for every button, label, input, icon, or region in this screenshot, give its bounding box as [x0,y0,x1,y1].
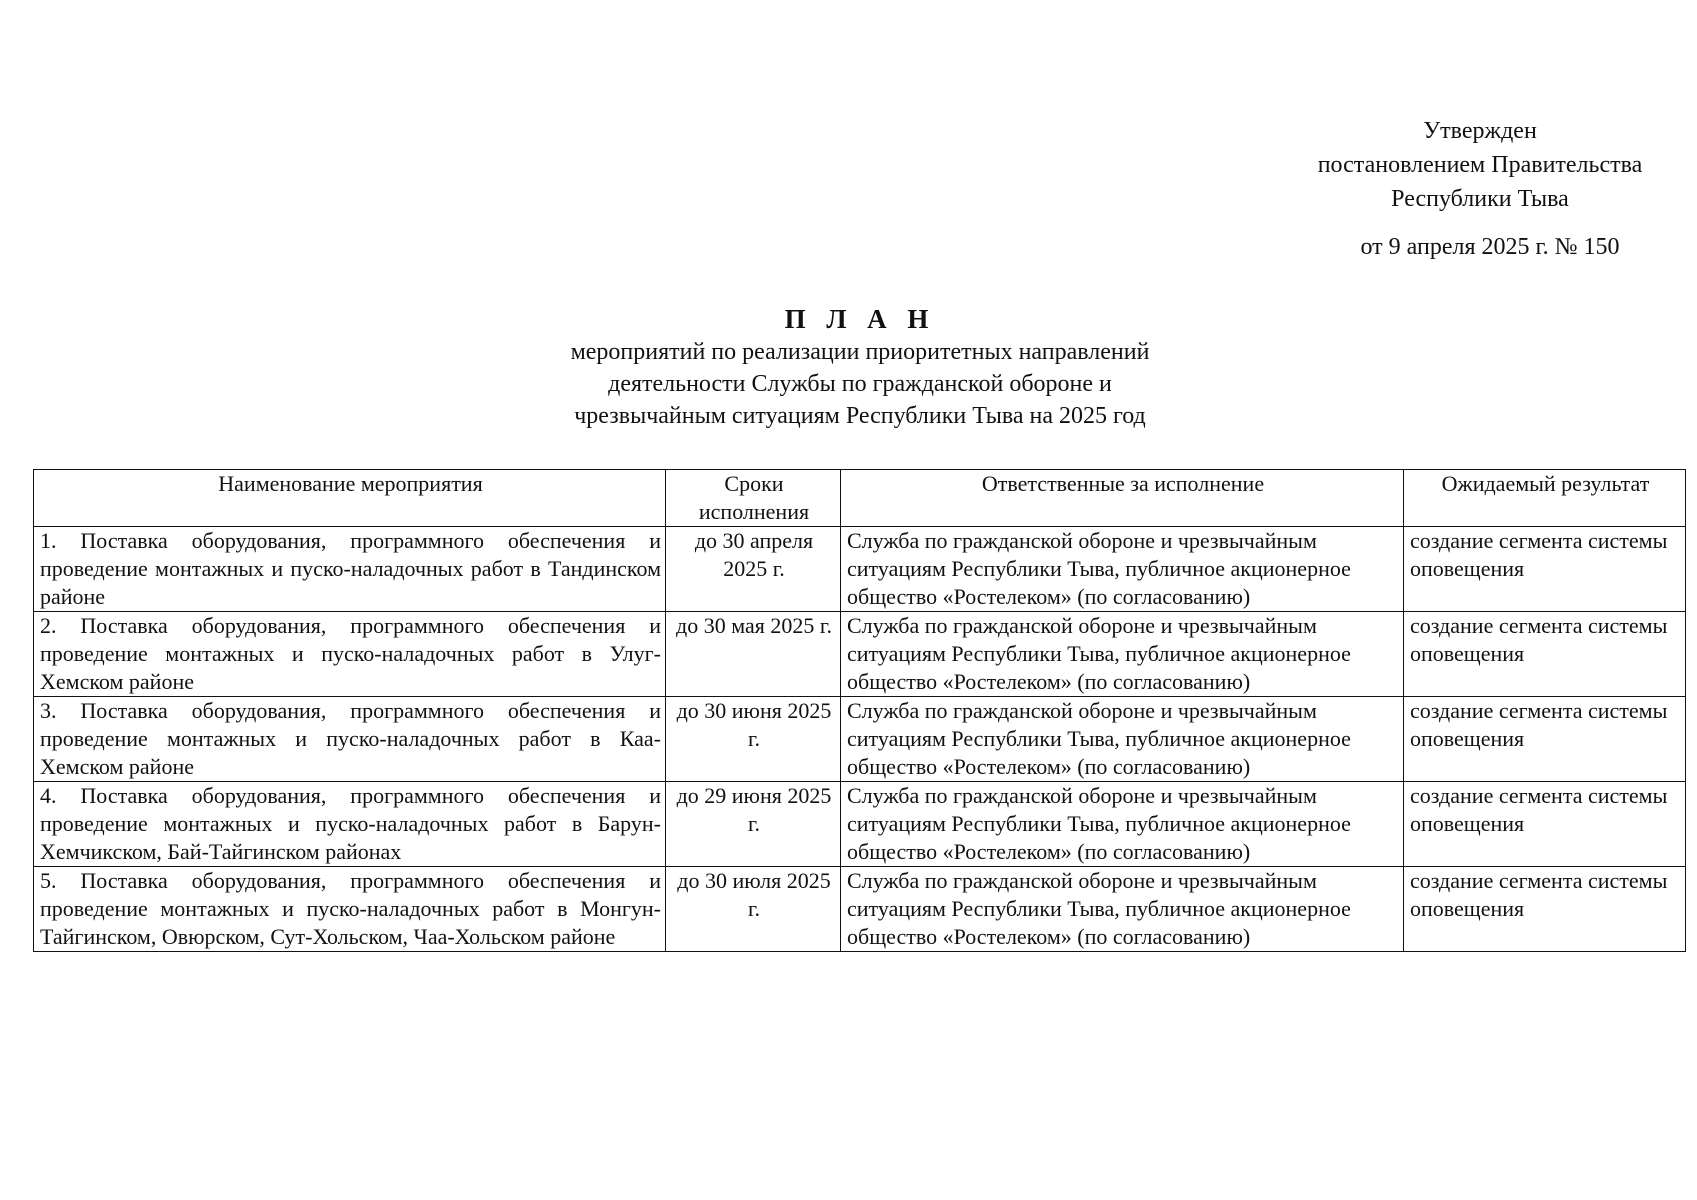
header-name: Наименование мероприятия [34,470,666,527]
table-row [34,527,1686,612]
approval-decree-date: от 9 апреля 2025 г. № 150 [1360,234,1620,260]
cell-result: создание сегмента системы оповещения [1404,612,1686,697]
plan-subtitle-line-3: чрезвычайным ситуациям Республики Тыва на 2025 год [574,403,1146,429]
cell-responsible: Служба по гражданской обороне и чрезвычайным ситуациям Республики Тыва, публичное акционерное общество «Ростелеком» (по согласованию) [841,612,1404,697]
plan-subtitle-line-2: деятельности Службы по гражданской обороне и [608,371,1112,397]
plan-table [33,469,1686,952]
cell-responsible: Служба по гражданской обороне и чрезвычайным ситуациям Республики Тыва, публичное акционерное общество «Ростелеком» (по согласованию) [841,527,1404,612]
approval-stamp [1250,114,1697,264]
header-responsible: Ответственные за исполнение [841,470,1404,527]
cell-name: 4. Поставка оборудования, программного обеспечения и проведение монтажных и пуско-наладочных работ в Барун-Хемчикском, Бай-Тайгинском районах [34,782,666,867]
cell-result: создание сегмента системы оповещения [1404,782,1686,867]
table-header-row [34,470,1686,527]
cell-result: создание сегмента системы оповещения [1404,867,1686,952]
cell-deadline: до 30 апреля 2025 г. [666,527,841,612]
cell-name: 2. Поставка оборудования, программного обеспечения и проведение монтажных и пуско-наладочных работ в Улуг-Хемском районе [34,612,666,697]
cell-deadline: до 29 июня 2025 г. [666,782,841,867]
cell-deadline: до 30 мая 2025 г. [666,612,841,697]
cell-deadline: до 30 июня 2025 г. [666,697,841,782]
cell-responsible: Служба по гражданской обороне и чрезвычайным ситуациям Республики Тыва, публичное акционерное общество «Ростелеком» (по согласованию) [841,782,1404,867]
header-result: Ожидаемый результат [1404,470,1686,527]
cell-deadline: до 30 июля 2025 г. [666,867,841,952]
plan-heading: П Л А Н [784,304,936,334]
table-row [34,782,1686,867]
plan-subtitle-line-1: мероприятий по реализации приоритетных направлений [570,339,1150,365]
cell-name: 3. Поставка оборудования, программного обеспечения и проведение монтажных и пуско-наладочных работ в Каа-Хемском районе [34,697,666,782]
document-title [300,302,1420,432]
header-deadline: Сроки исполнения [666,470,841,527]
cell-result: создание сегмента системы оповещения [1404,527,1686,612]
cell-result: создание сегмента системы оповещения [1404,697,1686,782]
cell-name: 1. Поставка оборудования, программного обеспечения и проведение монтажных и пуско-наладочных работ в Тандинском районе [34,527,666,612]
approval-line-approved: Утвержден [1423,118,1537,144]
table-row [34,612,1686,697]
approval-line-decree: постановлением Правительства [1317,152,1643,178]
table-row [34,867,1686,952]
cell-responsible: Служба по гражданской обороне и чрезвычайным ситуациям Республики Тыва, публичное акционерное общество «Ростелеком» (по согласованию) [841,867,1404,952]
table-row [34,697,1686,782]
cell-name: 5. Поставка оборудования, программного обеспечения и проведение монтажных и пуско-наладочных работ в Монгун-Тайгинском, Овюрском, Сут-Хольском, Чаа-Хольском районе [34,867,666,952]
cell-responsible: Служба по гражданской обороне и чрезвычайным ситуациям Республики Тыва, публичное акционерное общество «Ростелеком» (по согласованию) [841,697,1404,782]
approval-line-republic: Республики Тыва [1391,186,1569,212]
